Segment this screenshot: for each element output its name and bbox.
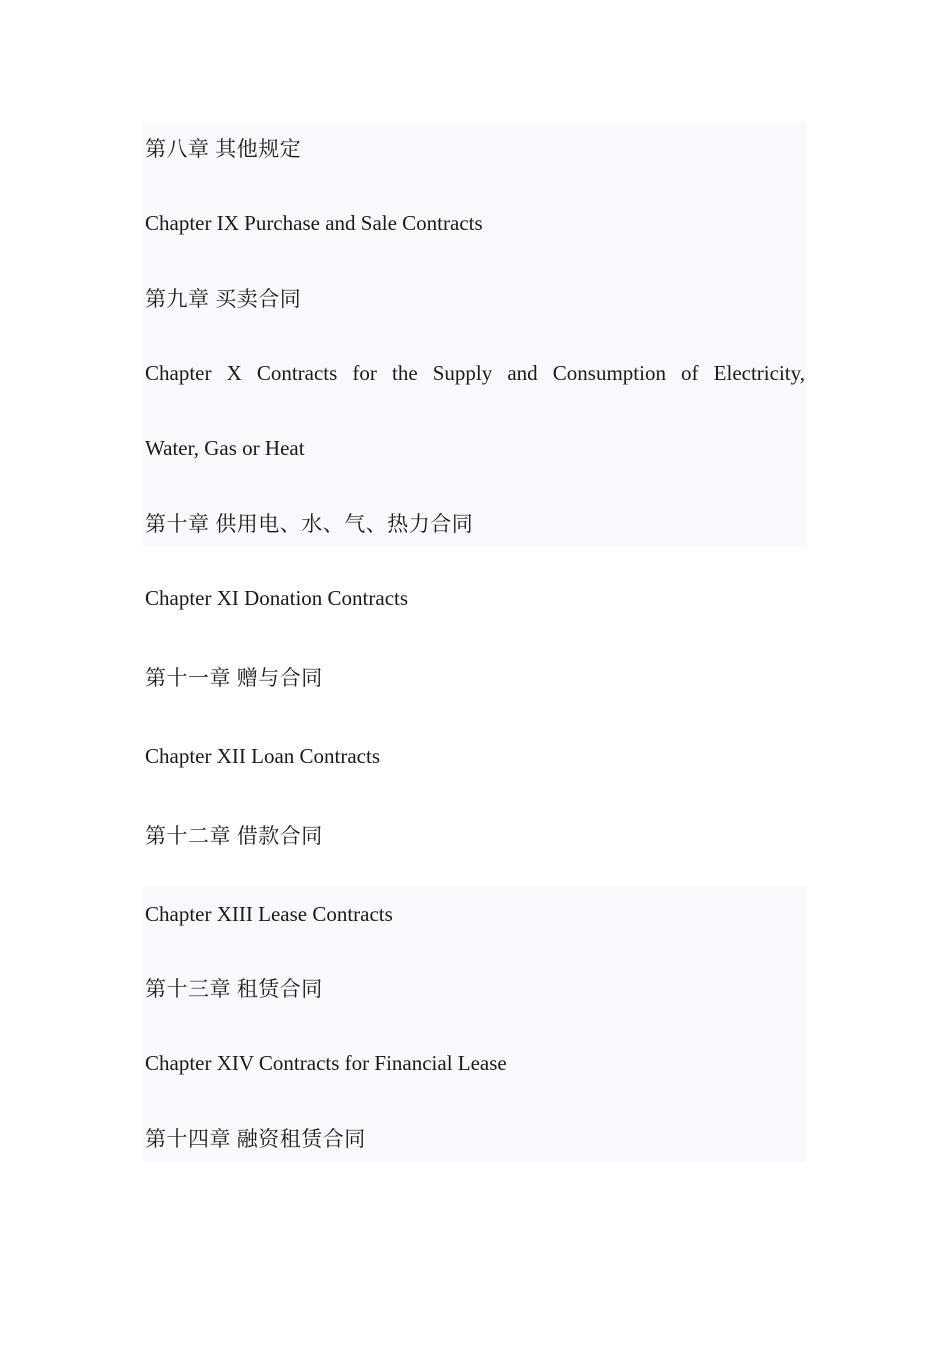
chapter-10-en-line-1: Chapter X Contracts for the Supply and Consumption of Electricity, bbox=[145, 361, 805, 385]
chapter-9-zh: 第九章 买卖合同 bbox=[145, 287, 302, 311]
chapter-10-zh: 第十章 供用电、水、气、热力合同 bbox=[145, 512, 474, 536]
chapter-14-zh: 第十四章 融资租赁合同 bbox=[145, 1127, 366, 1151]
chapter-11-zh: 第十一章 赠与合同 bbox=[145, 666, 323, 690]
chapter-14-en: Chapter XIV Contracts for Financial Lease bbox=[145, 1051, 507, 1075]
chapter-13-zh: 第十三章 租赁合同 bbox=[145, 977, 323, 1001]
chapter-13-en: Chapter XIII Lease Contracts bbox=[145, 902, 393, 926]
chapter-12-zh: 第十二章 借款合同 bbox=[145, 824, 323, 848]
highlight-block-1 bbox=[143, 122, 806, 547]
chapter-10-en-line-2: Water, Gas or Heat bbox=[145, 436, 305, 460]
chapter-9-en: Chapter IX Purchase and Sale Contracts bbox=[145, 211, 483, 235]
chapter-12-en: Chapter XII Loan Contracts bbox=[145, 744, 381, 768]
chapter-11-en: Chapter XI Donation Contracts bbox=[145, 586, 409, 610]
highlight-block-2 bbox=[143, 887, 806, 1162]
chapter-8-zh: 第八章 其他规定 bbox=[145, 137, 302, 161]
